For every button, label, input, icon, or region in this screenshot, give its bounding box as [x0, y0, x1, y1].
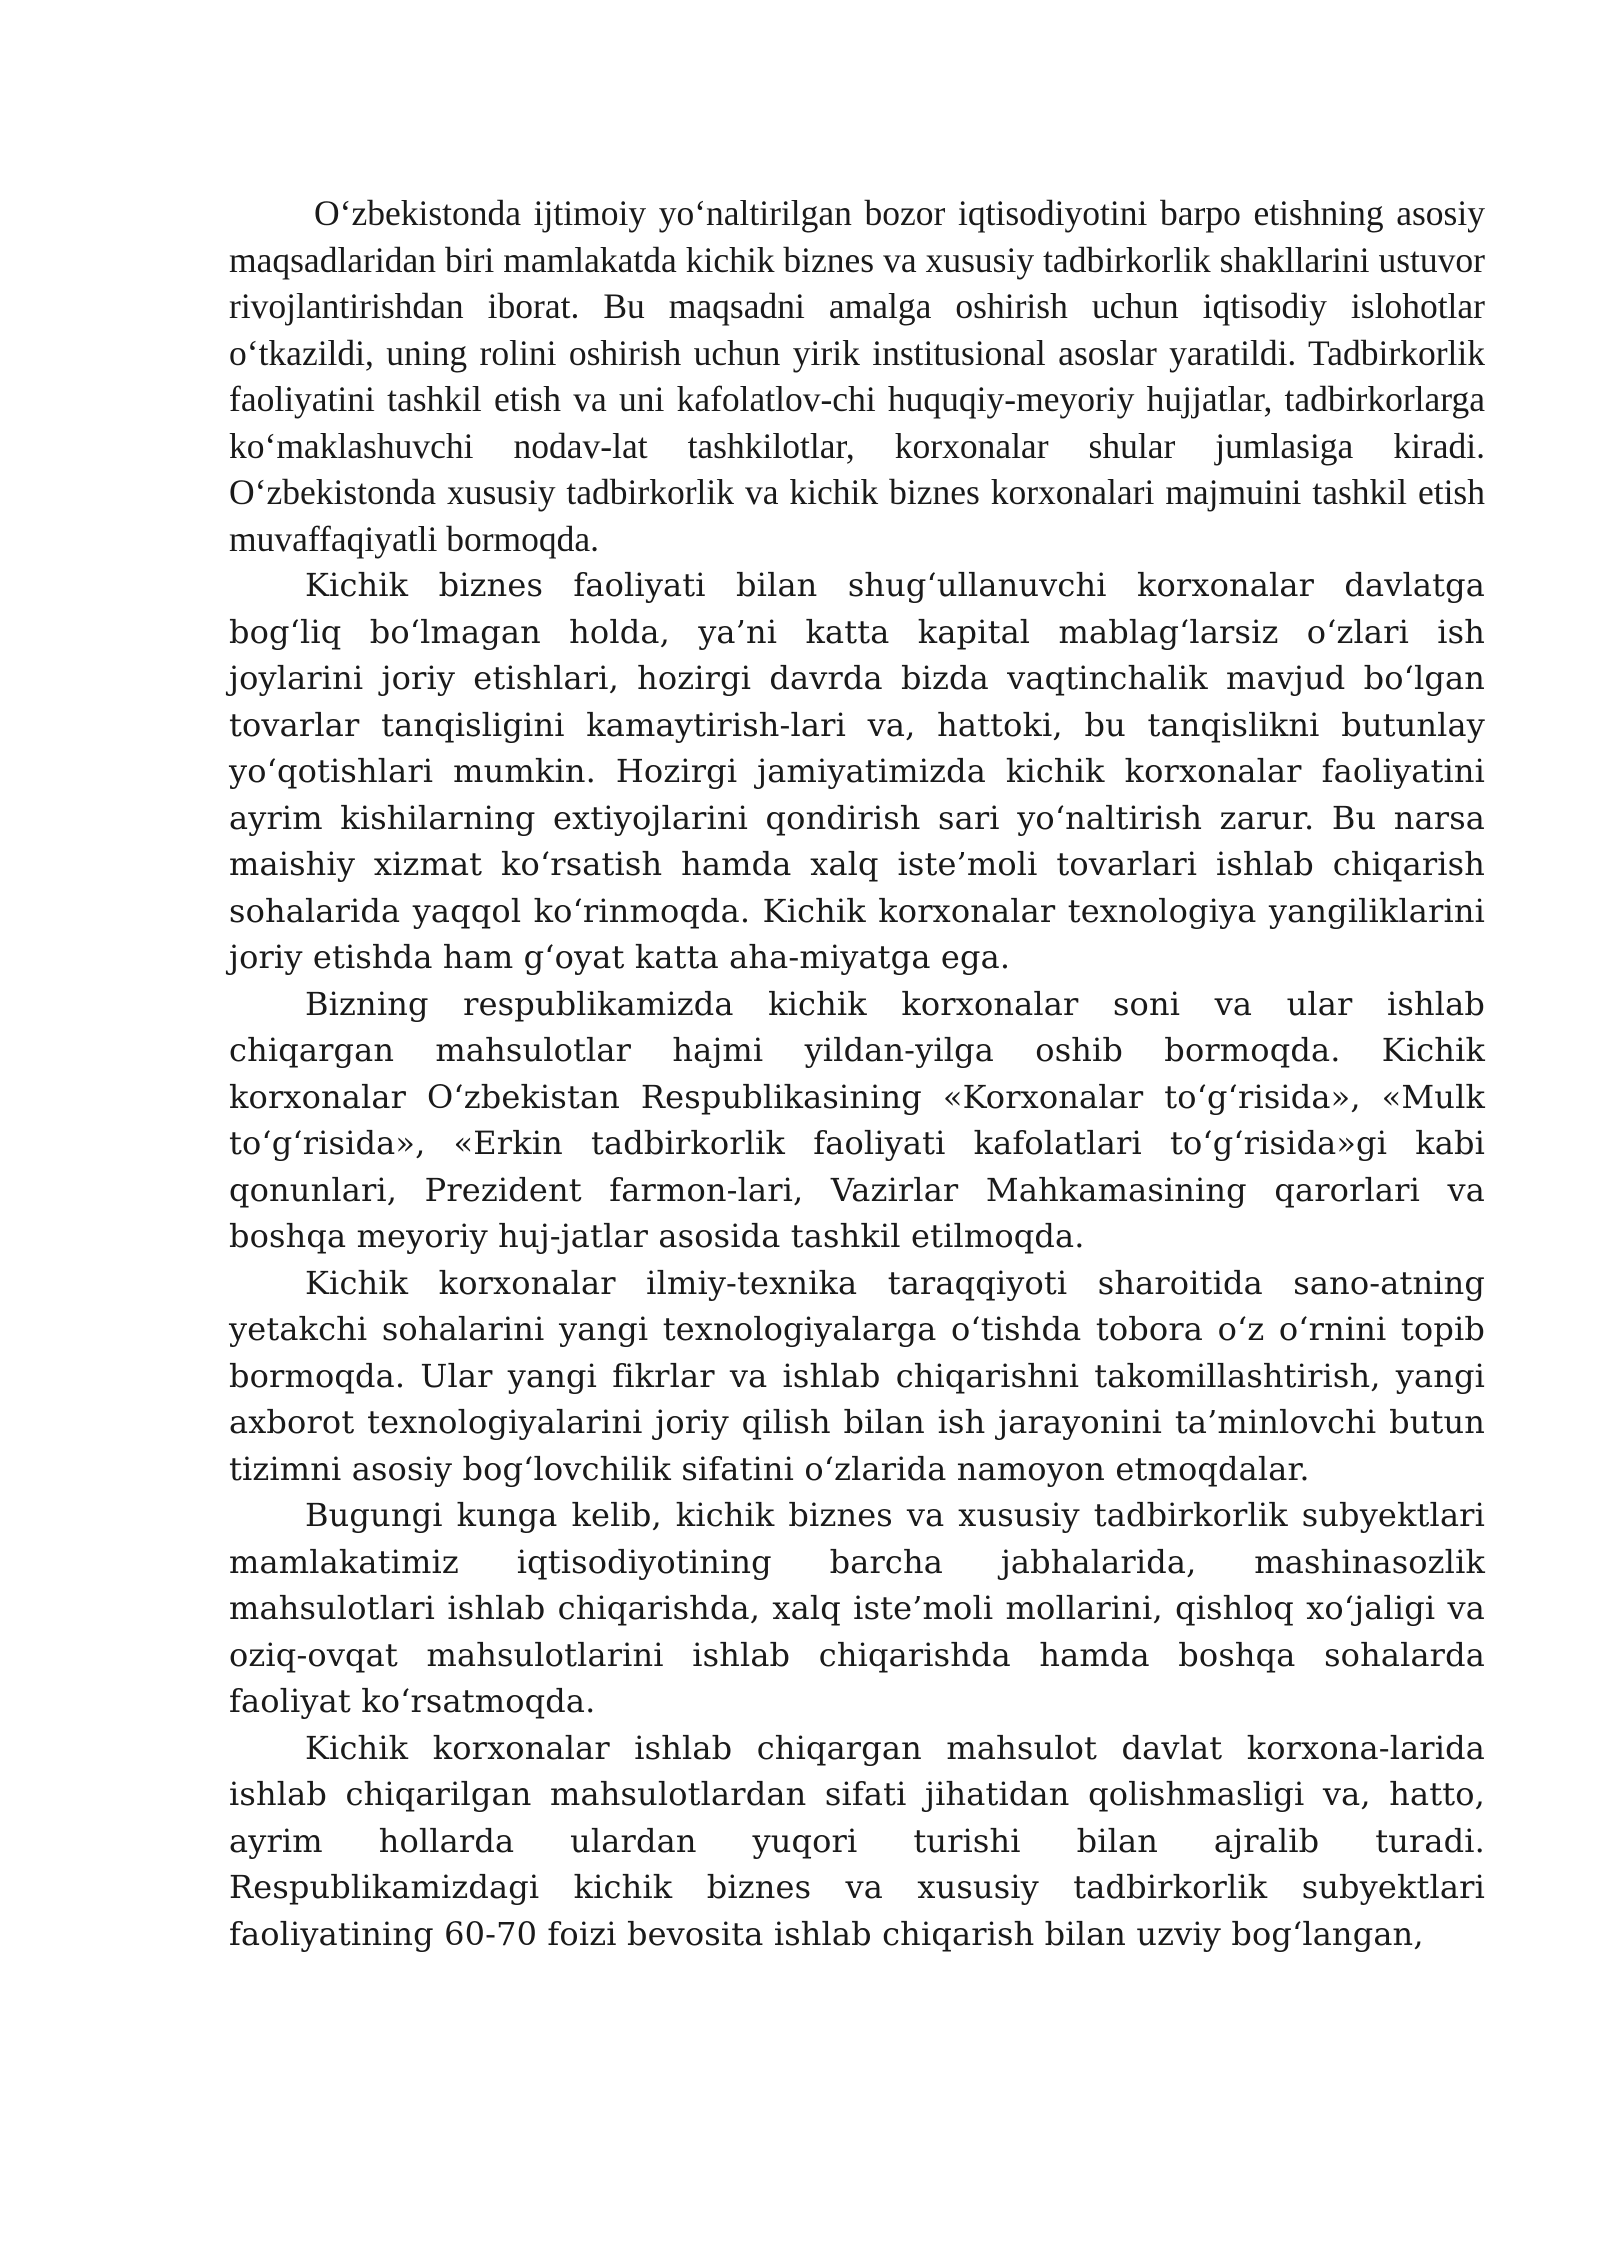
- paragraph-3: Bizning respublikamizda kichik korxonalar soni va ular ishlab chiqargan mahsulotlar hajmi yildan-yilga oshib bormoqda. Kichik korxonalar O‘zbekistan Respublikasining «Korxonalar to‘g‘risida», «Mulk to‘g‘risida», «Erkin tadbirkorlik faoliyati kafolatlari to‘g‘risida»gi kabi qonunlari, Prezident farmon-lari, Vazirlar Mahkamasining qarorlari va boshqa meyoriy huj-jatlar asosida tashkil etilmoqda.: [229, 984, 1485, 1255]
- paragraph-1: O‘zbekistonda ijtimoiy yo‘naltirilgan bozor iqtisodiyotini barpo etishning asosiy maqsadlaridan biri mamlakatda kichik biznes va xususiy tadbirkorlik shakllarini ustuvor rivojlantirishdan iborat. Bu maqsadni amalga oshirish uchun iqtisodiy islohotlar o‘tkazildi, uning rolini oshirish uchun yirik institusional asoslar yaratildi. Tadbirkorlik faoliyatini tashkil etish va uni kafolatlov-chi huquqiy-meyoriy hujjatlar, tadbirkorlarga ko‘maklashuvchi nodav-lat tashkilotlar, korxonalar shular jumlasiga kiradi. O‘zbekistonda xususiy tadbirkorlik va kichik biznes korxonalari majmuini tashkil etish muvaffaqiyatli bormoqda.: [229, 193, 1485, 559]
- paragraph-2: Kichik biznes faoliyati bilan shug‘ullanuvchi korxonalar davlatga bog‘liq bo‘lmagan holda, ya’ni katta kapital mablag‘larsiz o‘zlari ish joylarini joriy etishlari, hozirgi davrda bizda vaqtinchalik mavjud bo‘lgan tovarlar tanqisligini kamaytirish-lari va, hattoki, bu tanqislikni butunlay yo‘qotishlari mumkin. Hozirgi jamiyatimizda kichik korxonalar faoliyatini ayrim kishilarning extiyojlarini qondirish sari yo‘naltirish zarur. Bu narsa maishiy xizmat ko‘rsatish hamda xalq iste’moli tovarlari ishlab chiqarish sohalarida yaqqol ko‘rinmoqda. Kichik korxonalar texnologiya yangiliklarini joriy etishda ham g‘oyat katta aha-miyatga ega.: [229, 566, 1485, 976]
- paragraph-4: Kichik korxonalar ilmiy-texnika taraqqiyoti sharoitida sano-atning yetakchi sohalarini yangi texnologiyalarga o‘tishda tobora o‘z o‘rnini topib bormoqda. Ular yangi fikrlar va ishlab chiqarishni takomillashtirish, yangi axborot texnologiyalarini joriy qilish bilan ish jarayonini ta’minlovchi butun tizimni asosiy bog‘lovchilik sifatini o‘zlarida namoyon etmoqdalar.: [229, 1263, 1485, 1488]
- document-page: [229, 190, 1485, 1957]
- paragraph-6: Kichik korxonalar ishlab chiqargan mahsulot davlat korxona-larida ishlab chiqarilgan mahsulotlardan sifati jihatidan qolishmasligi va, hatto, ayrim hollarda ulardan yuqori turishi bilan ajralib turadi. Respublikamizdagi kichik biznes va xususiy tadbirkorlik subyektlari faoliyatining 60-70 foizi bevosita ishlab chiqarish bilan uzviy bog‘langan,: [229, 1728, 1485, 1953]
- paragraph-5: Bugungi kunga kelib, kichik biznes va xususiy tadbirkorlik subyektlari mamlakatimiz iqtisodiyotining barcha jabhalarida, mashinasozlik mahsulotlari ishlab chiqarishda, xalq iste’moli mollarini, qishloq xo‘jaligi va oziq-ovqat mahsulotlarini ishlab chiqarishda hamda boshqa sohalarda faoliyat ko‘rsatmoqda.: [229, 1496, 1485, 1720]
